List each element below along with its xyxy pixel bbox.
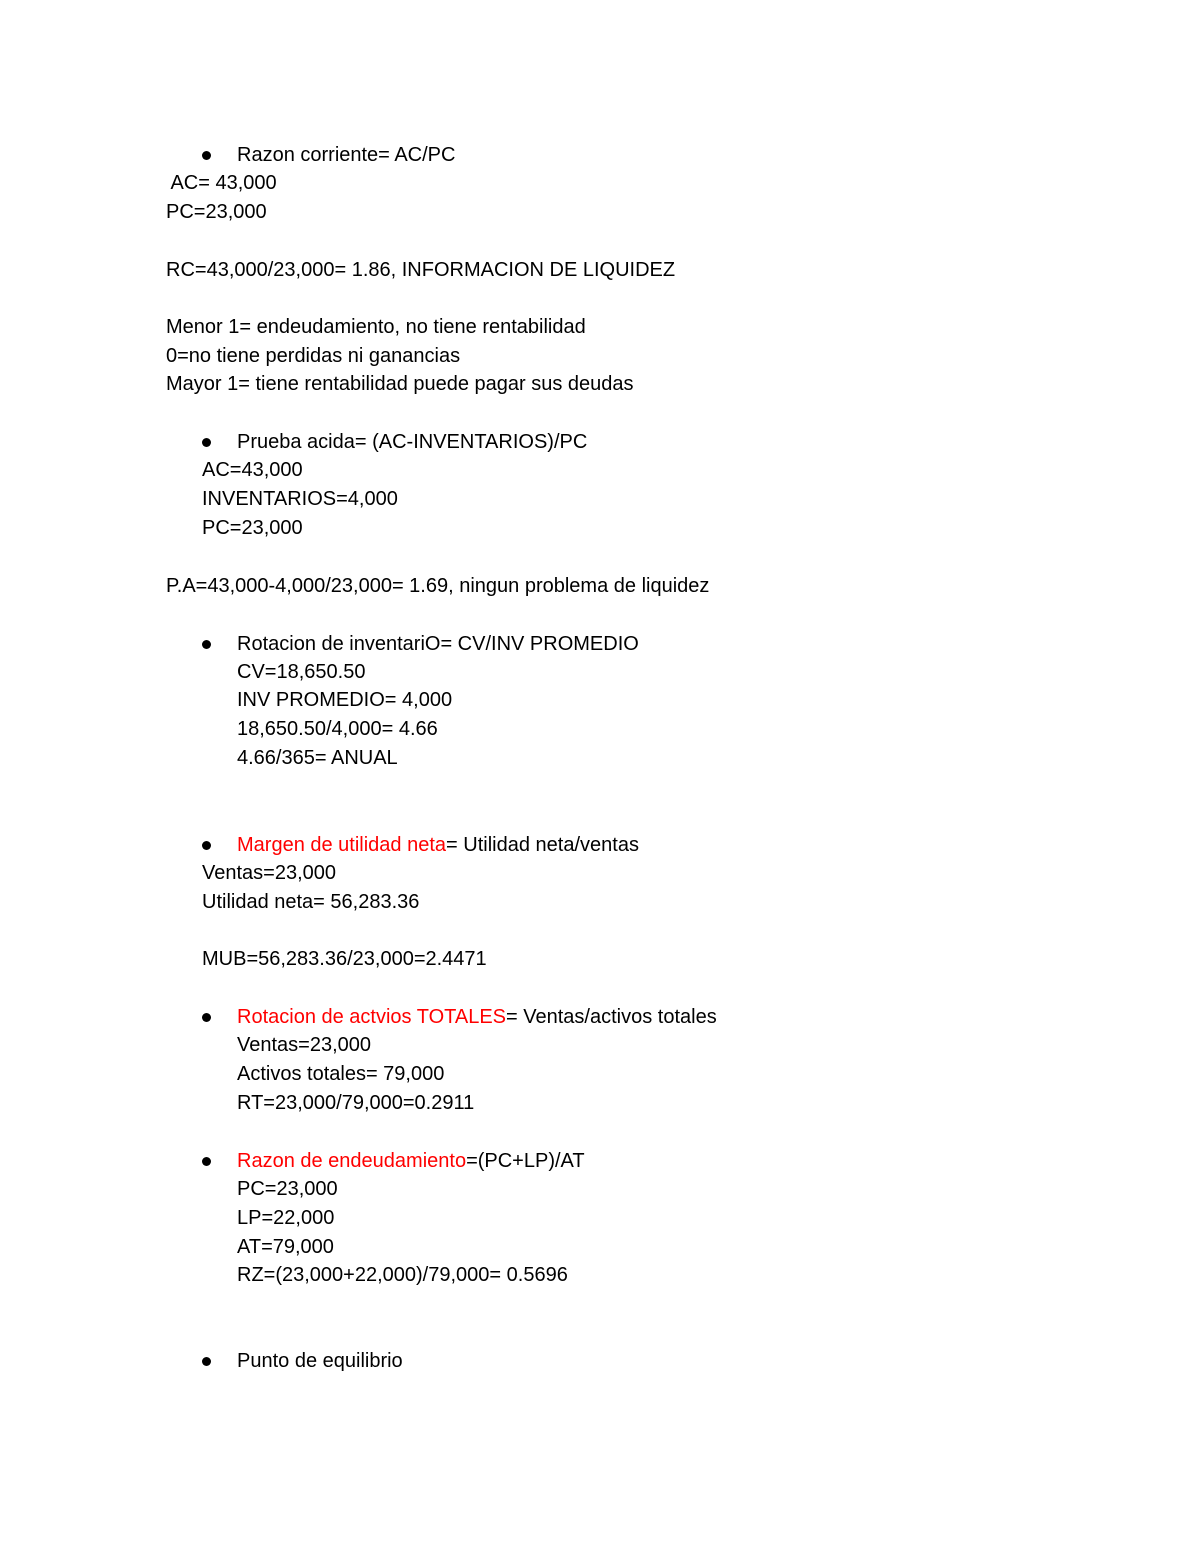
razon-corriente-result: RC=43,000/23,000= 1.86, INFORMACION DE LIQUIDEZ (166, 259, 676, 281)
bullet-icon (202, 841, 211, 850)
rotacion-activos-title: Rotacion de actvios TOTALES (237, 1006, 507, 1028)
razon-endeudamiento-pc: PC=23,000 (237, 1178, 338, 1200)
prueba-acida-inventarios: INVENTARIOS=4,000 (202, 488, 398, 510)
bullet-icon (202, 151, 211, 160)
margen-utilidad-ventas: Ventas=23,000 (202, 862, 337, 884)
rotacion-activos-activos: Activos totales= 79,000 (237, 1063, 445, 1085)
bullet-icon (202, 438, 211, 447)
razon-corriente-note-3: Mayor 1= tiene rentabilidad puede pagar sus deudas (166, 373, 634, 395)
rotacion-inventario-inv: INV PROMEDIO= 4,000 (237, 689, 453, 711)
rotacion-inventario-heading: Rotacion de inventariO= CV/INV PROMEDIO (237, 633, 639, 655)
rotacion-activos-result: RT=23,000/79,000=0.2911 (237, 1092, 475, 1114)
bullet-icon (202, 1357, 211, 1366)
razon-endeudamiento-heading (237, 1149, 585, 1173)
razon-corriente-note-2: 0=no tiene perdidas ni ganancias (166, 345, 461, 367)
margen-utilidad-title: Margen de utilidad neta (237, 834, 447, 856)
rotacion-inventario-cv: CV=18,650.50 (237, 661, 366, 683)
margen-utilidad-formula: = Utilidad neta/ventas (446, 834, 639, 856)
rotacion-activos-heading (237, 1005, 717, 1029)
rotacion-inventario-calc: 18,650.50/4,000= 4.66 (237, 718, 438, 740)
razon-corriente-heading: Razon corriente= AC/PC (237, 144, 456, 166)
prueba-acida-result: P.A=43,000-4,000/23,000= 1.69, ningun problema de liquidez (166, 575, 710, 597)
razon-corriente-pc: PC=23,000 (166, 201, 267, 223)
margen-utilidad-heading (237, 833, 639, 857)
bullet-icon (202, 1157, 211, 1166)
rotacion-activos-formula: = Ventas/activos totales (506, 1006, 717, 1028)
bullet-icon (202, 640, 211, 649)
rotacion-activos-ventas: Ventas=23,000 (237, 1034, 372, 1056)
margen-utilidad-utilidad: Utilidad neta= 56,283.36 (202, 891, 420, 913)
prueba-acida-heading: Prueba acida= (AC-INVENTARIOS)/PC (237, 431, 588, 453)
razon-corriente-note-1: Menor 1= endeudamiento, no tiene rentabilidad (166, 316, 586, 338)
razon-endeudamiento-title: Razon de endeudamiento (237, 1150, 467, 1172)
prueba-acida-ac: AC=43,000 (202, 459, 303, 481)
margen-utilidad-result: MUB=56,283.36/23,000=2.4471 (202, 948, 487, 970)
bullet-icon (202, 1013, 211, 1022)
razon-endeudamiento-at: AT=79,000 (237, 1236, 334, 1258)
prueba-acida-pc: PC=23,000 (202, 517, 303, 539)
rotacion-inventario-anual: 4.66/365= ANUAL (237, 747, 398, 769)
razon-corriente-ac: AC= 43,000 (166, 172, 277, 194)
razon-endeudamiento-lp: LP=22,000 (237, 1207, 335, 1229)
razon-endeudamiento-formula: =(PC+LP)/AT (466, 1150, 585, 1172)
punto-equilibrio-heading: Punto de equilibrio (237, 1350, 403, 1372)
razon-endeudamiento-result: RZ=(23,000+22,000)/79,000= 0.5696 (237, 1264, 568, 1286)
